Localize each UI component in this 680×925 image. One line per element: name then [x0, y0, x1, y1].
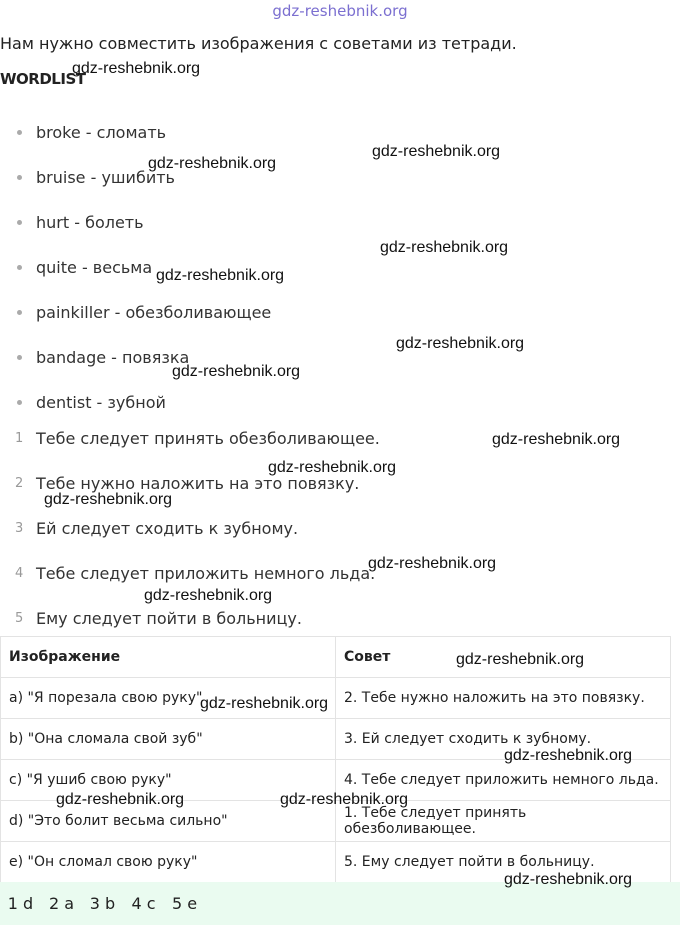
table-cell: d) "Это болит весьма сильно" — [1, 801, 336, 842]
wordlist-heading: WORDLIST — [0, 70, 86, 88]
watermark: gdz-reshebnik.org — [156, 267, 285, 284]
advice-item — [0, 506, 380, 551]
table-cell: a) "Я порезала свою руку" — [1, 678, 336, 719]
watermark: gdz-reshebnik.org — [144, 587, 273, 604]
watermark: gdz-reshebnik.org — [72, 60, 201, 77]
table-row — [1, 678, 671, 719]
bullet-icon — [17, 265, 22, 270]
table-cell: 1. Тебе следует принять обезболивающее. — [336, 801, 671, 842]
bullet-icon — [17, 175, 22, 180]
answer-item: 4 c — [131, 894, 156, 913]
table-cell: 4. Тебе следует приложить немного льда. — [336, 760, 671, 801]
bullet-icon — [17, 130, 22, 135]
advice-text: Тебе следует принять обезболивающее. — [36, 429, 380, 448]
word-entry: bandage - повязка — [36, 348, 190, 367]
table-cell: c) "Я ушиб свою руку" — [1, 760, 336, 801]
column-header-advice: Совет — [336, 637, 671, 678]
watermark: gdz-reshebnik.org — [504, 747, 633, 764]
answer-item: 2 a — [48, 894, 75, 913]
watermark: gdz-reshebnik.org — [456, 651, 585, 668]
watermark: gdz-reshebnik.org — [380, 239, 509, 256]
watermark: gdz-reshebnik.org — [56, 791, 185, 808]
intro-text: Нам нужно совместить изображения с советами из тетради. — [0, 34, 517, 53]
table-cell: b) "Она сломала свой зуб" — [1, 719, 336, 760]
table-cell: 5. Ему следует пойти в больницу. — [336, 842, 671, 883]
advice-number: 1 — [15, 431, 24, 446]
watermark: gdz-reshebnik.org — [368, 555, 497, 572]
advice-number: 5 — [15, 611, 24, 626]
answer-item: 3 b — [89, 894, 116, 913]
table-cell: e) "Он сломал свою руку" — [1, 842, 336, 883]
watermark: gdz-reshebnik.org — [372, 143, 501, 160]
answer-box — [0, 882, 208, 925]
watermark: gdz-reshebnik.org — [504, 871, 633, 888]
advice-text: Тебе нужно наложить на это повязку. — [36, 474, 360, 493]
advice-number: 3 — [15, 521, 24, 536]
list-item — [0, 110, 271, 155]
list-item — [0, 290, 271, 335]
word-entry: dentist - зубной — [36, 393, 166, 412]
advice-list — [0, 416, 380, 641]
answer-item: 1 d — [7, 894, 34, 913]
advice-text: Ей следует сходить к зубному. — [36, 519, 299, 538]
word-entry: hurt - болеть — [36, 213, 144, 232]
word-entry: painkiller - обезболивающее — [36, 303, 272, 322]
advice-text: Ему следует пойти в больницу. — [36, 609, 302, 628]
word-entry: broke - сломать — [36, 123, 167, 142]
bullet-icon — [17, 220, 22, 225]
word-entry: quite - весьма — [36, 258, 153, 277]
site-title[interactable]: gdz-reshebnik.org — [272, 2, 408, 20]
word-entry: bruise - ушибить — [36, 168, 175, 187]
bullet-icon — [17, 400, 22, 405]
column-header-image: Изображение — [1, 637, 336, 678]
watermark: gdz-reshebnik.org — [396, 335, 525, 352]
advice-number: 4 — [15, 566, 24, 581]
advice-item — [0, 416, 380, 461]
watermark: gdz-reshebnik.org — [280, 791, 409, 808]
advice-text: Тебе следует приложить немного льда. — [36, 564, 376, 583]
list-item — [0, 200, 271, 245]
watermark: gdz-reshebnik.org — [268, 459, 397, 476]
watermark: gdz-reshebnik.org — [44, 491, 173, 508]
watermark: gdz-reshebnik.org — [200, 695, 329, 712]
watermark: gdz-reshebnik.org — [148, 155, 277, 172]
advice-number: 2 — [15, 476, 24, 491]
watermark: gdz-reshebnik.org — [172, 363, 301, 380]
table-cell: 3. Ей следует сходить к зубному. — [336, 719, 671, 760]
bullet-icon — [17, 355, 22, 360]
answer-item: 5 e — [171, 894, 198, 913]
watermark: gdz-reshebnik.org — [492, 431, 621, 448]
table-cell: 2. Тебе нужно наложить на это повязку. — [336, 678, 671, 719]
bullet-icon — [17, 310, 22, 315]
